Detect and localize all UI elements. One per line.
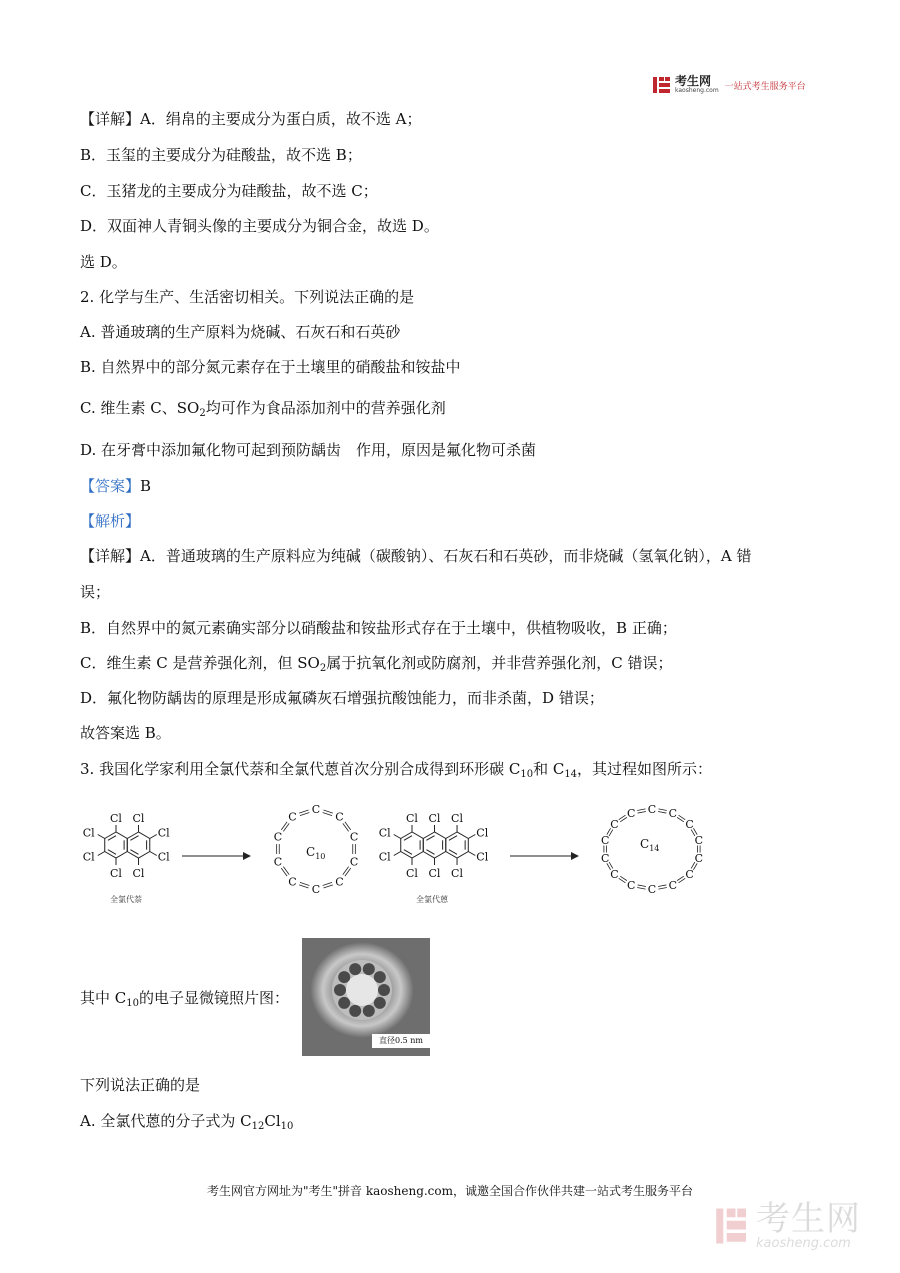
prev-detail-d: D．双面神人青铜头像的主要成分为铜合金，故选 D。 bbox=[80, 217, 439, 235]
c14-double-bond bbox=[658, 885, 666, 887]
micrograph-atom bbox=[349, 963, 361, 975]
anthracene-cl-atom: Cl bbox=[378, 850, 391, 864]
prev-conclusion: 选 D。 bbox=[80, 253, 127, 271]
q2-option-a: A. 普通玻璃的生产原料为烧碱、石灰石和石英砂 bbox=[80, 323, 401, 341]
c14-carbon-atom: C bbox=[600, 851, 610, 865]
logo-url: kaosheng.com bbox=[675, 87, 719, 94]
naphthalene-cl-bond bbox=[98, 852, 105, 856]
c14-carbon-atom: C bbox=[610, 867, 619, 881]
micrograph-atom bbox=[334, 984, 346, 996]
q2-answer bbox=[80, 476, 151, 496]
answer-tag: 【答案】 bbox=[80, 477, 141, 495]
c10-double-bond bbox=[323, 885, 332, 888]
naphthalene-cl-atom: Cl bbox=[82, 850, 95, 864]
naphthalene-label: 全氯代萘 bbox=[110, 895, 142, 904]
c14-carbon-atom: C bbox=[668, 879, 678, 893]
anthracene-cl-bond bbox=[394, 852, 401, 856]
header-logo[interactable] bbox=[652, 74, 806, 96]
micrograph-atom bbox=[338, 971, 350, 983]
c10-double-bond bbox=[345, 822, 351, 830]
anthracene-cl-atom: Cl bbox=[451, 812, 463, 825]
c10-double-bond bbox=[299, 810, 308, 813]
anthracene-cl-bond bbox=[468, 835, 475, 839]
c10-double-bond bbox=[345, 868, 351, 876]
kaosheng-logo-icon bbox=[652, 75, 672, 95]
anthracene-cl-bond bbox=[394, 835, 401, 839]
naphthalene-cl-atom: Cl bbox=[157, 850, 170, 864]
c14-double-bond bbox=[658, 809, 666, 811]
c10-carbon-atom: C bbox=[349, 830, 359, 844]
c14-ring-label: $C_{14}$ bbox=[640, 837, 660, 853]
c10-carbon-atom: C bbox=[335, 875, 344, 889]
anthracene-cl-atom: Cl bbox=[428, 812, 441, 825]
c14-double-bond bbox=[638, 811, 646, 813]
anthracene-cl-atom: Cl bbox=[451, 867, 463, 880]
naphthalene-cl-bond bbox=[150, 835, 157, 839]
c14-carbon-atom: C bbox=[626, 806, 636, 820]
c10-double-bond bbox=[300, 882, 309, 885]
micrograph-atom bbox=[363, 1005, 375, 1017]
c10-carbon-atom: C bbox=[288, 875, 297, 889]
micrograph-atom bbox=[374, 971, 386, 983]
c10-ring-label: $C_{10}$ bbox=[306, 845, 326, 861]
anthracene-cl-atom: Cl bbox=[406, 812, 418, 825]
q3-photo-intro: 其中 $C_{10}$的电子显微镜照片图： bbox=[80, 989, 289, 1009]
anthracene-cl-atom: Cl bbox=[476, 826, 489, 840]
c14-double-bond bbox=[637, 809, 645, 811]
c14-carbon-atom: C bbox=[694, 851, 704, 865]
c10-double-bond bbox=[300, 813, 309, 816]
perchloronaphthalene-structure bbox=[98, 825, 157, 865]
detail-tag: 【详解】 bbox=[80, 110, 141, 128]
q3-option-a: A. 全氯代蒽的分子式为 $C_{12}Cl_{10}$ bbox=[80, 1112, 294, 1132]
c10-double-bond bbox=[343, 867, 349, 875]
c10-carbon-atom: C bbox=[288, 810, 297, 824]
anthracene-cl-atom: Cl bbox=[428, 867, 441, 880]
micrograph-atom bbox=[349, 1005, 361, 1017]
anthracene-cl-atom: Cl bbox=[476, 850, 489, 864]
micrograph-atom bbox=[338, 997, 350, 1009]
q2-stem: 2. 化学与生产、生活密切相关。下列说法正确的是 bbox=[80, 288, 415, 306]
naphthalene-cl-bond bbox=[150, 852, 157, 856]
anthracene-label: 全氯代蒽 bbox=[416, 895, 448, 904]
anthracene-cl-atom: Cl bbox=[406, 867, 418, 880]
c10-double-bond bbox=[283, 823, 289, 831]
naphthalene-cl-atom: Cl bbox=[110, 812, 122, 825]
c14-carbon-atom: C bbox=[685, 818, 694, 832]
c14-carbon-atom: C bbox=[610, 818, 619, 832]
c10-carbon-atom: C bbox=[311, 803, 321, 816]
c10-ring bbox=[274, 803, 359, 896]
c10-carbon-atom: C bbox=[349, 855, 359, 869]
c14-carbon-atom: C bbox=[647, 803, 657, 816]
micrograph-atom bbox=[378, 984, 390, 996]
c10-double-bond bbox=[281, 822, 287, 830]
c10-electron-micrograph bbox=[302, 938, 430, 1056]
c14-double-bond bbox=[658, 888, 666, 890]
naphthalene-cl-atom: Cl bbox=[132, 812, 145, 825]
q3-stem: 3. 我国化学家利用全氯代萘和全氯代蒽首次分别合成得到环形碳 $C_{10}$和 $C_{14}$，其过程如图所示： bbox=[80, 760, 713, 780]
perchloroanthracene-structure bbox=[394, 825, 476, 865]
c14-double-bond bbox=[658, 811, 666, 813]
c10-double-bond bbox=[281, 868, 287, 876]
answer-value: B bbox=[140, 477, 152, 495]
naphthalene-cl-atom: Cl bbox=[132, 867, 145, 880]
c14-carbon-atom: C bbox=[647, 883, 657, 896]
c10-carbon-atom: C bbox=[273, 830, 283, 844]
c10-double-bond bbox=[343, 823, 349, 831]
q2-detail-c: C．维生素 C 是营养强化剂，但 $SO_2$属于抗氧化剂或防腐剂，并非营养强化剂，C 错误； bbox=[80, 654, 673, 674]
q2-detail-a: 【详解】A．普通玻璃的生产原料应为纯碱（碳酸钠）、石灰石和石英砂，而非烧碱（氢氧化钠），A 错 bbox=[80, 547, 752, 565]
c14-carbon-atom: C bbox=[626, 879, 636, 893]
c10-double-bond bbox=[283, 867, 289, 875]
q2-option-c: C. 维生素 C、$SO_2$均可作为食品添加剂中的营养强化剂 bbox=[80, 399, 446, 419]
watermark bbox=[714, 1201, 861, 1251]
micrograph-atom bbox=[374, 997, 386, 1009]
q2-detail-a-cont: 误； bbox=[80, 583, 111, 601]
q2-detail-d: D．氟化物防龋齿的原理是形成氟磷灰石增强抗酸蚀能力，而非杀菌，D 错误； bbox=[80, 689, 604, 707]
q2-conclusion: 故答案选 B。 bbox=[80, 724, 171, 742]
watermark-url: kaosheng.com bbox=[756, 1236, 851, 1251]
logo-text bbox=[675, 76, 719, 94]
anthracene-cl-atom: Cl bbox=[378, 826, 391, 840]
c14-double-bond bbox=[637, 888, 645, 890]
logo-name: 考生网 bbox=[675, 74, 712, 88]
micrograph-atom bbox=[363, 963, 375, 975]
c10-double-bond bbox=[323, 813, 332, 816]
watermark-logo-icon bbox=[714, 1205, 750, 1247]
reaction-scheme bbox=[0, 790, 900, 915]
watermark-name: 考生网 bbox=[756, 1199, 861, 1239]
q2-analysis-tag: 【解析】 bbox=[80, 512, 141, 530]
c14-carbon-atom: C bbox=[685, 867, 694, 881]
prev-detail-c: C．玉猪龙的主要成分为硅酸盐，故不选 C； bbox=[80, 182, 378, 200]
q2-detail-b: B．自然界中的氮元素确实部分以硝酸盐和铵盐形式存在于土壤中，供植物吸收，B 正确； bbox=[80, 619, 677, 637]
c14-carbon-atom: C bbox=[694, 834, 704, 848]
q3-question: 下列说法正确的是 bbox=[80, 1076, 201, 1094]
c10-double-bond bbox=[323, 810, 332, 813]
c10-carbon-atom: C bbox=[273, 855, 283, 869]
c14-carbon-atom: C bbox=[668, 806, 678, 820]
c10-carbon-atom: C bbox=[335, 810, 344, 824]
page-footer: 考生网官方网址为"考生"拼音 kaosheng.com，诚邀全国合作伙伴共建一站式考生服务平台 bbox=[206, 1184, 694, 1198]
q2-option-b: B. 自然界中的部分氮元素存在于土壤里的硝酸盐和铵盐中 bbox=[80, 358, 461, 376]
c10-double-bond bbox=[299, 885, 308, 888]
naphthalene-cl-atom: Cl bbox=[82, 826, 95, 840]
logo-slogan: 一站式考生服务平台 bbox=[724, 81, 806, 92]
prev-detail-b: B．玉玺的主要成分为硅酸盐，故不选 B； bbox=[80, 146, 362, 164]
q2-option-d: D. 在牙膏中添加氟化物可起到预防龋齿 作用，原因是氟化物可杀菌 bbox=[80, 441, 537, 459]
c10-carbon-atom: C bbox=[311, 883, 321, 896]
c14-carbon-atom: C bbox=[600, 834, 610, 848]
naphthalene-cl-bond bbox=[98, 835, 105, 839]
anthracene-cl-bond bbox=[468, 852, 475, 856]
naphthalene-cl-atom: Cl bbox=[110, 867, 122, 880]
c10-double-bond bbox=[323, 882, 332, 885]
micrograph-scale-label: 直径0.5 nm bbox=[372, 1034, 430, 1048]
naphthalene-cl-atom: Cl bbox=[157, 826, 170, 840]
prev-detail-a: 【详解】A．绢帛的主要成分为蛋白质，故不选 A； bbox=[80, 110, 422, 128]
c14-double-bond bbox=[638, 885, 646, 887]
